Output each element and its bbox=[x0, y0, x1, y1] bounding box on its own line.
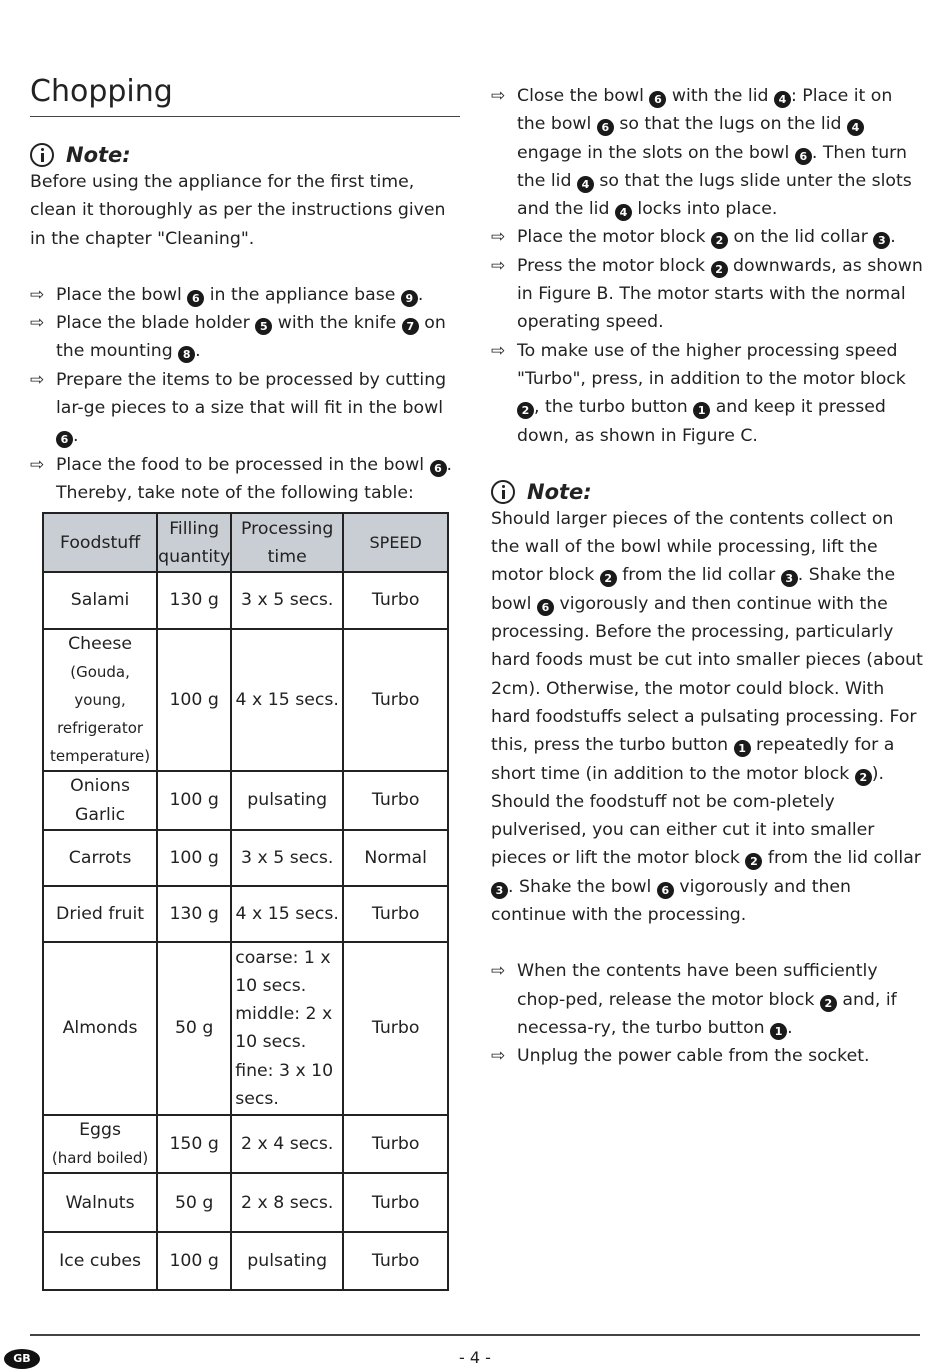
step-text: To make use of the higher processing speed "Turbo", press, in addition to the motor block bbox=[517, 340, 906, 389]
instruction-step bbox=[491, 337, 923, 450]
step-text: Place the bowl bbox=[56, 284, 188, 305]
step-text: Unplug the power cable from the socket. bbox=[517, 1046, 870, 1067]
cell-speed: Turbo bbox=[343, 886, 448, 942]
instruction-step bbox=[30, 281, 460, 309]
step-text: on the mounting bbox=[56, 313, 446, 362]
cell-quantity: 50 g bbox=[157, 942, 231, 1115]
cell-foodstuff: Dried fruit bbox=[43, 886, 157, 942]
cell-foodstuff: Walnuts bbox=[43, 1173, 157, 1232]
part-number: 4 bbox=[774, 91, 791, 108]
step-text: so that the lugs on the lid bbox=[613, 114, 847, 135]
arrow-right-icon: ⇨ bbox=[30, 454, 45, 475]
section-heading: Chopping bbox=[30, 72, 460, 117]
cell-time: 2 x 4 secs. bbox=[231, 1115, 343, 1174]
part-number: 3 bbox=[781, 570, 798, 587]
cell-text: (hard boiled) bbox=[51, 1149, 149, 1168]
step-text: Place the blade holder bbox=[56, 313, 256, 334]
arrow-right-icon: ⇨ bbox=[491, 340, 506, 361]
cell-quantity: 100 g bbox=[157, 1232, 231, 1290]
info-icon bbox=[491, 480, 515, 504]
cell-quantity: 100 g bbox=[157, 629, 231, 771]
arrow-right-icon: ⇨ bbox=[491, 255, 506, 276]
cell-foodstuff: Carrots bbox=[43, 830, 157, 886]
cell-speed: Turbo bbox=[343, 1173, 448, 1232]
arrow-right-icon: ⇨ bbox=[491, 86, 506, 106]
note-header bbox=[30, 139, 460, 171]
part-number: 6 bbox=[430, 460, 447, 477]
table-row bbox=[43, 1115, 448, 1174]
arrow-right-icon: ⇨ bbox=[30, 284, 45, 305]
cell-speed: Normal bbox=[343, 830, 448, 886]
part-number: 6 bbox=[56, 431, 73, 448]
part-number: 1 bbox=[770, 1023, 787, 1040]
footer-divider bbox=[30, 1334, 920, 1336]
cell-time: 3 x 5 secs. bbox=[231, 830, 343, 886]
part-number: 2 bbox=[745, 853, 762, 870]
cell-foodstuff: Salami bbox=[43, 572, 157, 629]
part-number: 4 bbox=[577, 176, 594, 193]
cell-quantity: 100 g bbox=[157, 771, 231, 830]
step-text: . bbox=[195, 341, 201, 362]
step-text: . bbox=[890, 227, 896, 248]
cell-speed: Turbo bbox=[343, 629, 448, 771]
cell-text: Eggs bbox=[79, 1119, 121, 1140]
note-text bbox=[491, 505, 923, 929]
cell-time: pulsating bbox=[231, 771, 343, 830]
part-number: 9 bbox=[401, 290, 418, 307]
cell-time: 4 x 15 secs. bbox=[231, 629, 343, 771]
part-number: 2 bbox=[820, 995, 837, 1012]
arrow-right-icon: ⇨ bbox=[491, 961, 506, 982]
cell-text: (Gouda, young, refrigerator temperature) bbox=[50, 663, 151, 766]
step-text: with the lid bbox=[666, 86, 774, 106]
country-badge: GB bbox=[4, 1349, 40, 1369]
step-text: and, if necessa-ry, the turbo button bbox=[517, 989, 897, 1038]
note-text-part: Should larger pieces of the contents collect on the wall of the bowl while processing, lift the motor block bbox=[491, 508, 894, 586]
step-text: . Thereby, take note of the following table: bbox=[56, 454, 452, 503]
column-header-speed: SPEED bbox=[343, 513, 448, 572]
cell-time: 3 x 5 secs. bbox=[231, 572, 343, 629]
info-icon bbox=[30, 143, 54, 167]
part-number: 6 bbox=[537, 599, 554, 616]
note-text: Before using the appliance for the first time, clean it thoroughly as per the instructions given in the chapter "Cleaning". bbox=[30, 172, 446, 249]
arrow-right-icon: ⇨ bbox=[491, 227, 506, 248]
note-text-part: from the lid collar bbox=[616, 565, 781, 586]
table-row bbox=[43, 830, 448, 886]
part-number: 6 bbox=[597, 119, 614, 136]
part-number: 2 bbox=[517, 402, 534, 419]
table-row bbox=[43, 629, 448, 771]
cell-foodstuff: Almonds bbox=[43, 942, 157, 1115]
note-text-part: . Shake the bowl bbox=[508, 876, 657, 897]
part-number: 2 bbox=[711, 232, 728, 249]
part-number: 3 bbox=[873, 232, 890, 249]
step-text: : Place it on the bowl bbox=[517, 86, 893, 135]
step-text: and keep it pressed down, as shown in Figure C. bbox=[517, 397, 886, 446]
part-number: 4 bbox=[615, 204, 632, 221]
cell-speed: Turbo bbox=[343, 1115, 448, 1174]
cell-quantity: 150 g bbox=[157, 1115, 231, 1174]
cell-quantity: 130 g bbox=[157, 572, 231, 629]
part-number: 2 bbox=[711, 261, 728, 278]
part-number: 1 bbox=[734, 740, 751, 757]
step-text: so that the lugs slide unter the slots and the lid bbox=[517, 170, 912, 220]
note-text-part: from the lid collar bbox=[762, 848, 921, 869]
instruction-step bbox=[30, 309, 460, 366]
part-number: 6 bbox=[795, 148, 812, 165]
table-row bbox=[43, 1173, 448, 1232]
note-text-part: ). Should the foodstuff not be com-pletely pulverised, you can either cut it into smaller pieces or lift the motor block bbox=[491, 763, 885, 869]
instruction-list bbox=[491, 82, 923, 450]
note-text-part: . Shake the bowl bbox=[491, 565, 896, 614]
instruction-list bbox=[30, 281, 460, 507]
step-text: on the lid collar bbox=[728, 227, 874, 248]
step-text: Press the motor block bbox=[517, 255, 711, 276]
instruction-step bbox=[491, 223, 923, 251]
part-number: 6 bbox=[649, 91, 666, 108]
note-text-part: repeatedly for a short time (in addition to the motor block bbox=[491, 735, 895, 784]
note-title: Note: bbox=[527, 479, 592, 504]
cell-speed: Turbo bbox=[343, 771, 448, 830]
cell-foodstuff bbox=[43, 629, 157, 771]
instruction-step bbox=[491, 252, 923, 337]
cell-quantity: 50 g bbox=[157, 1173, 231, 1232]
instruction-step bbox=[491, 82, 923, 223]
cell-time: coarse: 1 x 10 secs. middle: 2 x 10 secs. fine: 3 x 10 secs. bbox=[231, 942, 343, 1115]
step-text: Place the food to be processed in the bowl bbox=[56, 454, 430, 475]
step-text: downwards, as shown in Figure B. The motor starts with the normal operating speed. bbox=[517, 255, 923, 333]
part-number: 2 bbox=[855, 769, 872, 786]
part-number: 3 bbox=[491, 882, 508, 899]
part-number: 4 bbox=[847, 119, 864, 136]
step-text: . Then turn the lid bbox=[517, 142, 907, 191]
arrow-right-icon: ⇨ bbox=[491, 1046, 506, 1067]
instruction-list bbox=[491, 957, 923, 1070]
table-header-row bbox=[43, 513, 448, 572]
part-number: 1 bbox=[693, 402, 710, 419]
table-row bbox=[43, 572, 448, 629]
note-title: Note: bbox=[66, 143, 131, 167]
instruction-step bbox=[30, 366, 460, 451]
cell-time: pulsating bbox=[231, 1232, 343, 1290]
step-text: Close the bowl bbox=[517, 86, 650, 106]
step-text: in the appliance base bbox=[204, 284, 401, 305]
step-text: . bbox=[787, 1017, 793, 1038]
processing-table bbox=[42, 512, 449, 1291]
arrow-right-icon: ⇨ bbox=[30, 369, 45, 390]
column-header-time: Processing time bbox=[231, 513, 343, 572]
cell-foodstuff bbox=[43, 1115, 157, 1174]
instruction-step bbox=[30, 451, 460, 508]
part-number: 5 bbox=[255, 318, 272, 335]
cell-time: 4 x 15 secs. bbox=[231, 886, 343, 942]
step-text: , the turbo button bbox=[534, 397, 694, 418]
step-text: Place the motor block bbox=[517, 227, 711, 248]
table-row bbox=[43, 771, 448, 830]
part-number: 7 bbox=[402, 318, 419, 335]
note-text-part: vigorously and then continue with the processing. bbox=[491, 876, 852, 926]
right-column bbox=[491, 82, 923, 1071]
page-number: - 4 - bbox=[459, 1348, 491, 1367]
note-text-part: vigorously and then continue with the processing. Before the processing, particularly hard foods must be cut into smaller pieces (about 2cm). Otherwise, the motor could block. With hard foodstuffs select a pulsating processing. For this, press the turbo button bbox=[491, 593, 923, 756]
cell-speed: Turbo bbox=[343, 572, 448, 629]
step-text: with the knife bbox=[272, 313, 402, 334]
instruction-step bbox=[491, 957, 923, 1042]
part-number: 8 bbox=[178, 346, 195, 363]
step-text: Prepare the items to be processed by cutting lar-ge pieces to a size that will fit in the bowl bbox=[56, 369, 447, 419]
column-header-foodstuff: Foodstuff bbox=[43, 513, 157, 572]
part-number: 2 bbox=[600, 570, 617, 587]
cell-quantity: 100 g bbox=[157, 830, 231, 886]
part-number: 6 bbox=[657, 882, 674, 899]
left-column bbox=[30, 72, 460, 507]
arrow-right-icon: ⇨ bbox=[30, 313, 45, 334]
table-row bbox=[43, 1232, 448, 1290]
cell-foodstuff: Onions Garlic bbox=[43, 771, 157, 830]
step-text: When the contents have been sufficiently chop-ped, release the motor block bbox=[517, 961, 878, 1010]
table-row bbox=[43, 886, 448, 942]
table-row bbox=[43, 942, 448, 1115]
step-text: locks into place. bbox=[631, 199, 778, 220]
instruction-step bbox=[491, 1042, 923, 1070]
step-text: . bbox=[417, 284, 424, 305]
column-header-quantity: Filling quantity bbox=[157, 513, 231, 572]
note-header bbox=[491, 476, 923, 508]
step-text: engage in the slots on the bowl bbox=[517, 142, 795, 163]
part-number: 6 bbox=[187, 290, 204, 307]
cell-speed: Turbo bbox=[343, 1232, 448, 1290]
cell-speed: Turbo bbox=[343, 942, 448, 1115]
cell-time: 2 x 8 secs. bbox=[231, 1173, 343, 1232]
cell-text: Cheese bbox=[68, 634, 133, 654]
step-text: . bbox=[73, 426, 79, 447]
cell-quantity: 130 g bbox=[157, 886, 231, 942]
cell-foodstuff: Ice cubes bbox=[43, 1232, 157, 1290]
